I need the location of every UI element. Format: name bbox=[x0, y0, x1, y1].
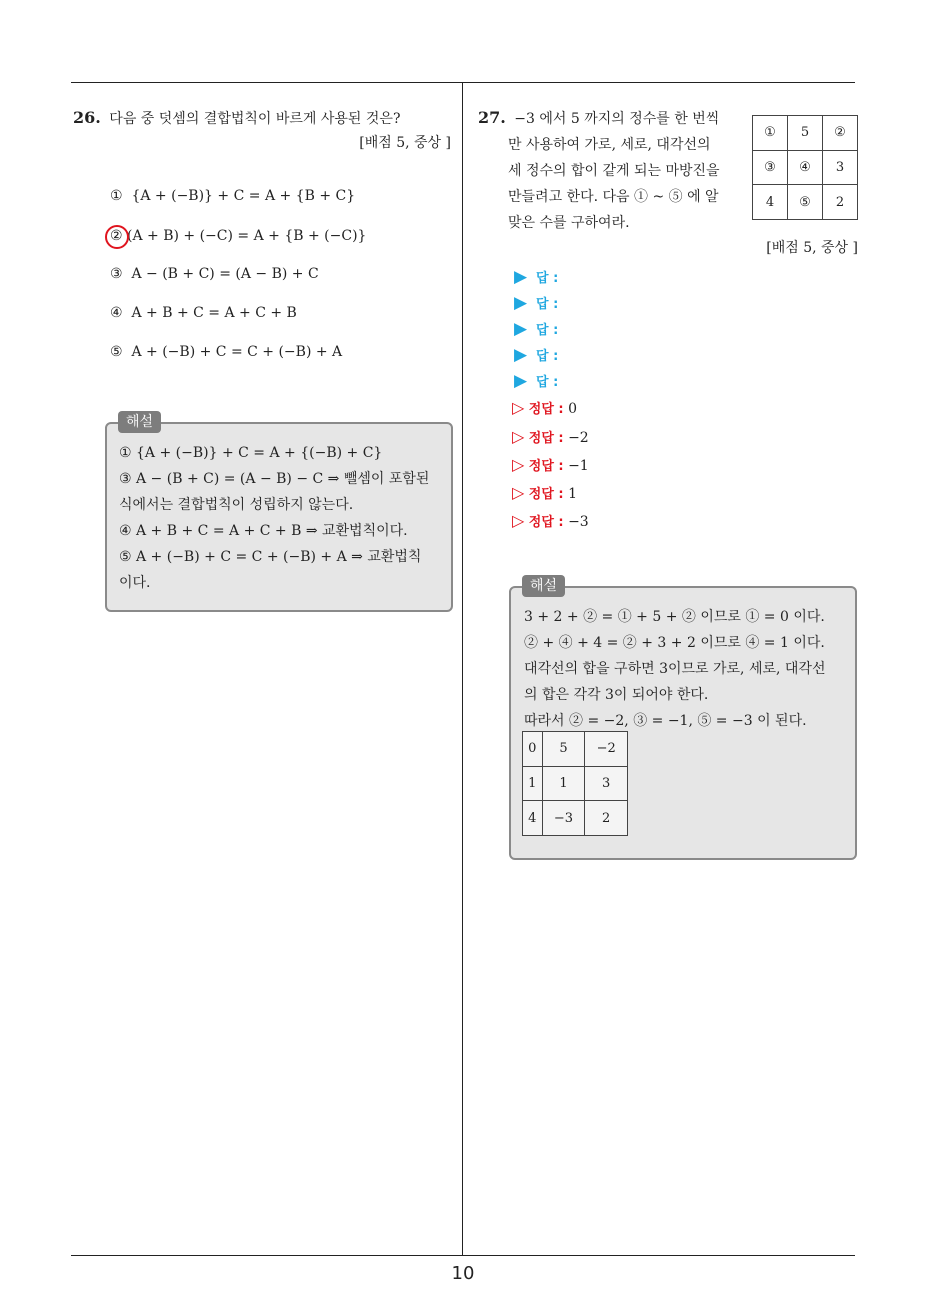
grid-cell: 3 bbox=[585, 766, 628, 801]
question-text-line: 만 사용하여 가로, 세로, 대각선의 bbox=[508, 137, 711, 153]
grid-cell: 1 bbox=[523, 766, 543, 801]
explanation-line: ② + ④ + 4 = ② + 3 + 2 이므로 ④ = 1 이다. bbox=[524, 635, 825, 651]
explanation-line: ⑤ A + (−B) + C = C + (−B) + A ⇒ 교환법칙 bbox=[119, 549, 422, 565]
correct-answer-5: ▷ 정답 : −3 bbox=[512, 511, 589, 530]
question-number: 27. bbox=[478, 108, 506, 127]
q27-explanation-tag: 해설 bbox=[522, 575, 565, 597]
question-text-line: 맞은 수를 구하여라. bbox=[508, 215, 630, 231]
bottom-rule bbox=[71, 1255, 855, 1256]
magic-square-grid bbox=[752, 115, 858, 220]
answer-blank-5[interactable]: ▶ 답 : bbox=[514, 371, 559, 391]
question-number: 26. bbox=[73, 108, 101, 127]
triangle-icon: ▷ bbox=[512, 398, 525, 417]
arrow-icon: ▶ bbox=[514, 267, 528, 287]
explanation-line: 이다. bbox=[119, 575, 151, 591]
grid-cell: 5 bbox=[788, 116, 823, 151]
answer-blank-2[interactable]: ▶ 답 : bbox=[514, 293, 559, 313]
grid-cell: 5 bbox=[542, 732, 585, 767]
option-2[interactable]: ② (A + B) + (−C) = A + {B + (−C)} bbox=[110, 226, 366, 246]
grid-cell: ② bbox=[823, 116, 858, 151]
option-1[interactable]: ① {A + (−B)} + C = A + {B + C} bbox=[110, 188, 356, 204]
question-26-header bbox=[73, 105, 451, 132]
explanation-line: ③ A − (B + C) = (A − B) − C ⇒ 뺄셈이 포함된 bbox=[119, 471, 430, 487]
answer-blank-4[interactable]: ▶ 답 : bbox=[514, 345, 559, 365]
question-27 bbox=[478, 105, 740, 236]
explanation-line: 3 + 2 + ② = ① + 5 + ② 이므로 ① = 0 이다. bbox=[524, 609, 825, 625]
top-rule bbox=[71, 82, 855, 83]
question-text-line: 세 정수의 합이 같게 되는 마방진을 bbox=[508, 163, 720, 179]
grid-cell: 2 bbox=[585, 801, 628, 836]
triangle-icon: ▷ bbox=[512, 455, 525, 474]
grid-cell: ⑤ bbox=[788, 185, 823, 220]
grid-cell: ③ bbox=[753, 150, 788, 185]
correct-answer-4: ▷ 정답 : 1 bbox=[512, 483, 577, 502]
arrow-icon: ▶ bbox=[514, 345, 528, 365]
correct-answer-2: ▷ 정답 : −2 bbox=[512, 427, 589, 446]
grid-cell: ④ bbox=[788, 150, 823, 185]
grid-cell: 4 bbox=[753, 185, 788, 220]
grid-cell: 2 bbox=[823, 185, 858, 220]
option-4[interactable]: ④ A + B + C = A + C + B bbox=[110, 305, 297, 321]
explanation-line: 대각선의 합을 구하면 3이므로 가로, 세로, 대각선 bbox=[524, 661, 826, 677]
question-text-line: 만들려고 한다. 다음 ① ~ ⑤ 에 알 bbox=[508, 189, 719, 205]
question-text: 다음 중 덧셈의 결합법칙이 바르게 사용된 것은? bbox=[109, 111, 401, 127]
answer-blank-1[interactable]: ▶ 답 : bbox=[514, 267, 559, 287]
explanation-line: 따라서 ② = −2, ③ = −1, ⑤ = −3 이 된다. bbox=[524, 713, 807, 729]
correct-answer-1: ▷ 정답 : 0 bbox=[512, 398, 577, 417]
answer-blank-3[interactable]: ▶ 답 : bbox=[514, 319, 559, 339]
solution-grid bbox=[522, 731, 628, 836]
grid-cell: 1 bbox=[542, 766, 585, 801]
column-divider bbox=[462, 82, 463, 1256]
score-label: [배점 5, 중상 ] bbox=[359, 135, 451, 151]
arrow-icon: ▶ bbox=[514, 293, 528, 313]
triangle-icon: ▷ bbox=[512, 483, 525, 502]
arrow-icon: ▶ bbox=[514, 371, 528, 391]
option-3[interactable]: ③ A − (B + C) = (A − B) + C bbox=[110, 266, 319, 282]
grid-cell: 0 bbox=[523, 732, 543, 767]
question-26 bbox=[73, 105, 451, 154]
arrow-icon: ▶ bbox=[514, 319, 528, 339]
grid-cell: −2 bbox=[585, 732, 628, 767]
question-text-line: −3 에서 5 까지의 정수를 한 번씩 bbox=[514, 111, 720, 127]
explanation-line: ① {A + (−B)} + C = A + {(−B) + C} bbox=[119, 445, 383, 461]
grid-cell: ① bbox=[753, 116, 788, 151]
explanation-line: ④ A + B + C = A + C + B ⇒ 교환법칙이다. bbox=[119, 523, 408, 539]
explanation-line: 식에서는 결합법칙이 성립하지 않는다. bbox=[119, 497, 354, 513]
score-label: [배점 5, 중상 ] bbox=[766, 240, 858, 256]
grid-cell: −3 bbox=[542, 801, 585, 836]
grid-cell: 3 bbox=[823, 150, 858, 185]
correct-answer-3: ▷ 정답 : −1 bbox=[512, 455, 589, 474]
triangle-icon: ▷ bbox=[512, 427, 525, 446]
grid-cell: 4 bbox=[523, 801, 543, 836]
option-5[interactable]: ⑤ A + (−B) + C = C + (−B) + A bbox=[110, 344, 343, 360]
selected-circle-mark bbox=[105, 225, 129, 249]
q26-explanation-tag: 해설 bbox=[118, 411, 161, 433]
page-number: 10 bbox=[451, 1263, 475, 1284]
triangle-icon: ▷ bbox=[512, 511, 525, 530]
q26-explanation-box bbox=[105, 422, 453, 612]
explanation-line: 의 합은 각각 3이 되어야 한다. bbox=[524, 687, 709, 703]
